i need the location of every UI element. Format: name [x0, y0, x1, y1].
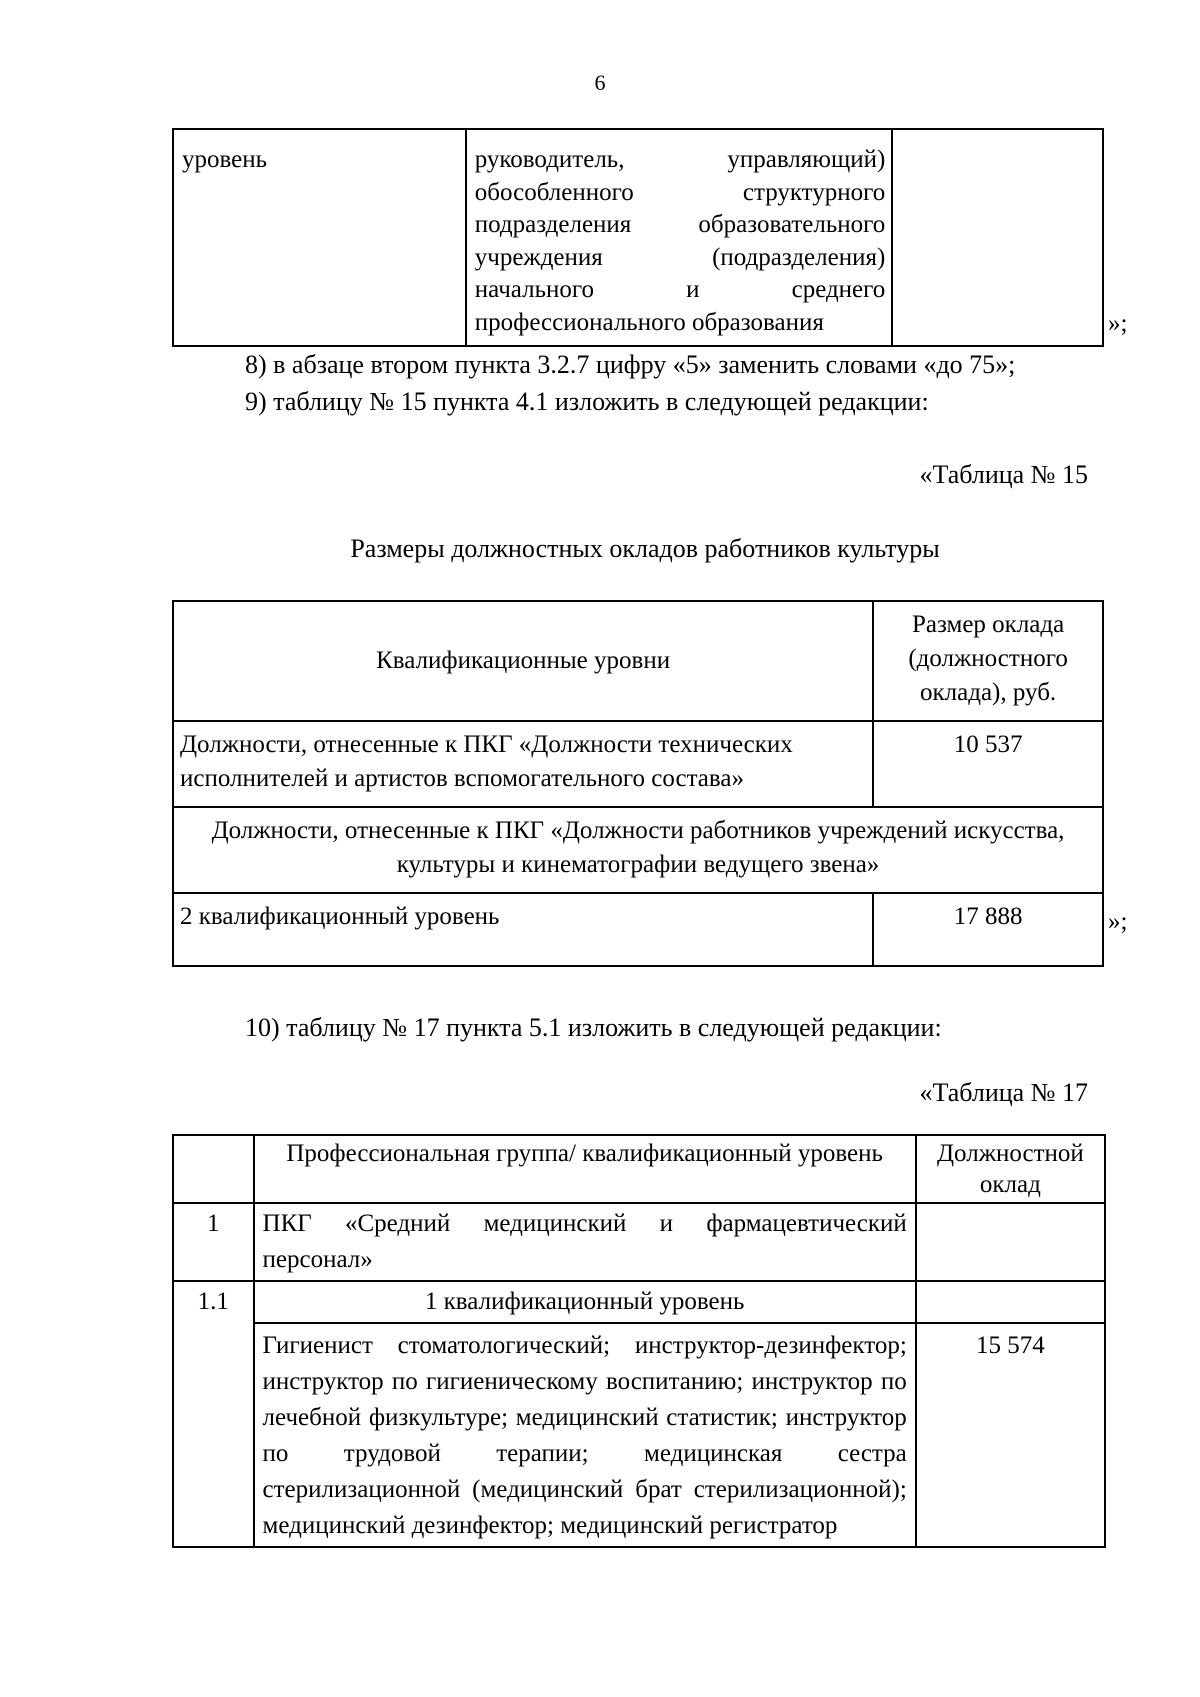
- position-line: начального и среднего: [474, 276, 886, 303]
- position-line: учреждения (подразделения): [474, 243, 886, 271]
- header-num: [173, 1135, 254, 1203]
- salary-cell: [892, 129, 1103, 346]
- row-value: 15 574: [916, 1323, 1105, 1547]
- closing-quote: »;: [1108, 908, 1128, 935]
- header-levels: Квалификационные уровни: [173, 601, 873, 721]
- level-cell: уровень: [173, 129, 466, 346]
- table-15: [172, 600, 1104, 967]
- position-cell: [466, 129, 893, 346]
- row-value: 10 537: [873, 721, 1103, 807]
- paragraph-8: 8) в абзаце втором пункта 3.2.7 цифру «5» заменить словами «до 75»;: [245, 350, 1016, 379]
- row-text: 2 квалификационный уровень: [173, 893, 873, 966]
- table-17-label: «Таблица № 17: [919, 1078, 1088, 1107]
- position-line: руководитель, управляющий): [474, 146, 886, 173]
- position-line: подразделения образовательного: [474, 211, 886, 238]
- closing-quote: »;: [1108, 310, 1128, 337]
- position-line: обособленного структурного: [474, 178, 886, 206]
- header-salary: Должностной оклад: [916, 1135, 1105, 1203]
- paragraph-10: 10) таблицу № 17 пункта 5.1 изложить в следующей редакции:: [245, 1013, 942, 1042]
- row-num: 1.1: [173, 1281, 254, 1547]
- row-num: 1: [173, 1203, 254, 1281]
- row-value: [916, 1281, 1105, 1323]
- table-17: [172, 1134, 1106, 1548]
- continuation-table: [172, 128, 1104, 347]
- row-value: [916, 1203, 1105, 1281]
- paragraph-9: 9) таблицу № 15 пункта 4.1 изложить в следующей редакции:: [245, 387, 929, 416]
- row-value: 17 888: [873, 893, 1103, 966]
- page-number: 6: [594, 70, 606, 95]
- header-group: Профессиональная группа/ квалификационный уровень: [254, 1135, 916, 1203]
- row-text: Должности, отнесенные к ПКГ «Должности технических исполнителей и артистов вспомогательного состава»: [173, 721, 873, 807]
- table-15-caption: Размеры должностных окладов работников культуры: [350, 534, 940, 563]
- header-salary: Размер оклада (должностного оклада), руб.: [873, 601, 1103, 721]
- position-line: профессионального образования: [474, 308, 824, 336]
- row-text: ПКГ «Средний медицинский и фармацевтический персонал»: [254, 1203, 916, 1281]
- group-row: Должности, отнесенные к ПКГ «Должности работников учреждений искусства, культуры и кинематографии ведущего звена»: [173, 807, 1103, 893]
- table-15-label: «Таблица № 15: [919, 460, 1088, 489]
- row-text: 1 квалификационный уровень: [254, 1281, 916, 1323]
- row-text: Гигиенист стоматологический; инструктор-дезинфектор; инструктор по гигиеническому воспитанию; инструктор по лечебной физкультуре; медицинский статистик; инструктор по трудовой терапии; медицинская сестра стерилизационной (медицинский брат стерилизационной); медицинский дезинфектор; медицинский регистратор: [254, 1323, 916, 1547]
